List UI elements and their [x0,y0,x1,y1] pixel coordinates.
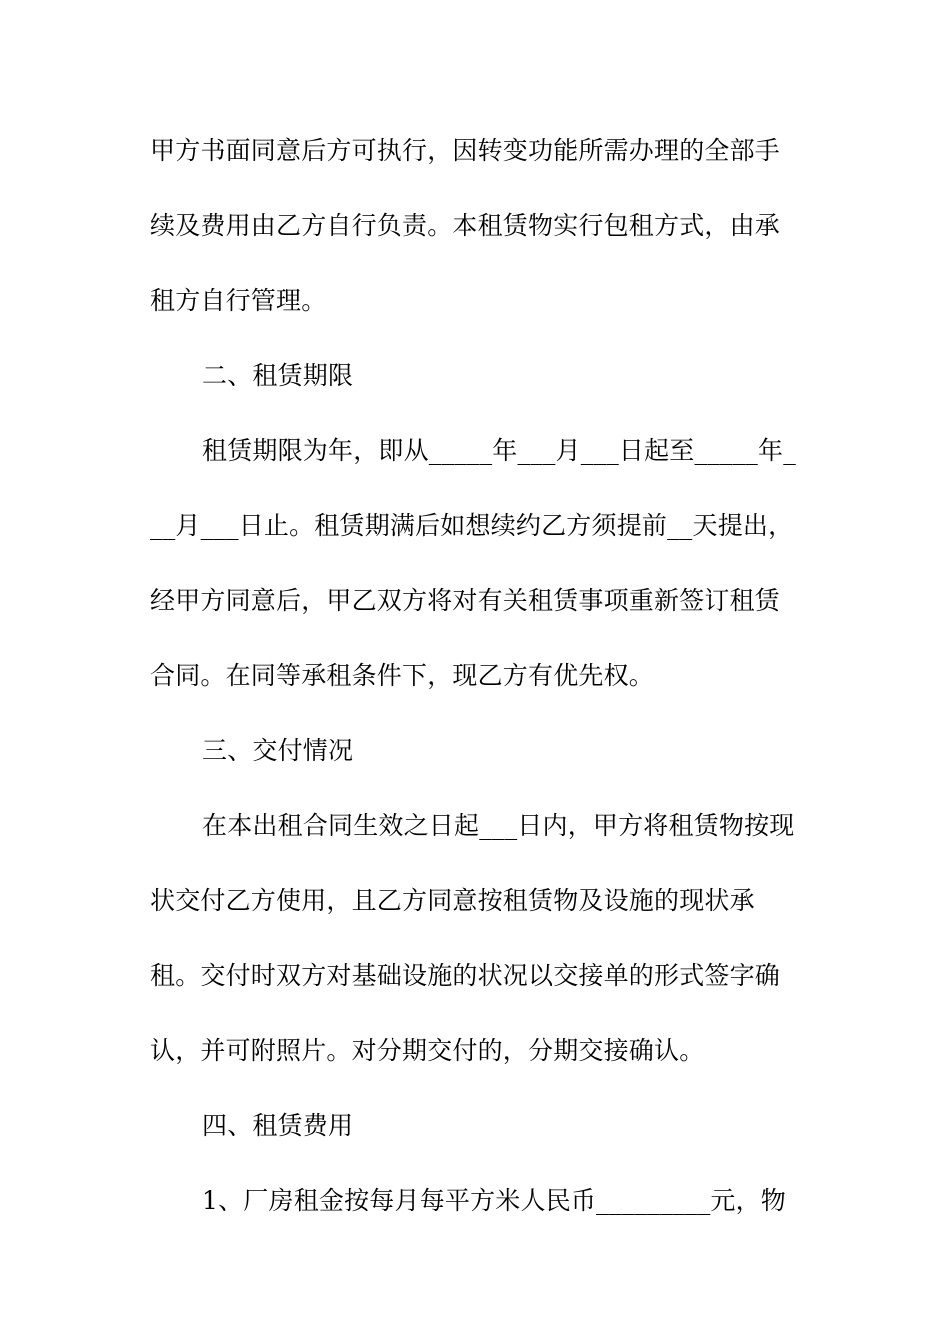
text-line: 在本出租合同生效之日起___日内，甲方将租赁物按现 [202,811,795,840]
text-line: 租。交付时双方对基础设施的状况以交接单的形式签字确 [150,961,781,990]
text-line: __月___日止。租赁期满后如想续约乙方须提前__天提出， [150,511,794,540]
text-line: 甲方书面同意后方可执行，因转变功能所需办理的全部手 [150,136,781,165]
text-line: 1、厂房租金按每月每平方米人民币_________元，物 [202,1186,787,1215]
section-heading: 三、交付情况 [202,736,354,765]
text-line: 合同。在同等承租条件下，现乙方有优先权。 [150,661,655,690]
text-line: 续及费用由乙方自行负责。本租赁物实行包租方式，由承 [150,211,781,240]
text-line: 认，并可附照片。对分期交付的，分期交接确认。 [150,1036,705,1065]
section-heading: 二、租赁期限 [202,361,354,390]
section-heading: 四、租赁费用 [202,1111,354,1140]
text-line: 租赁期限为年，即从_____年___月___日起至_____年_ [202,436,796,465]
text-line: 租方自行管理。 [150,286,327,315]
text-line: 经甲方同意后，甲乙双方将对有关租赁事项重新签订租赁 [150,586,781,615]
text-line: 状交付乙方使用，且乙方同意按租赁物及设施的现状承 [150,886,755,915]
